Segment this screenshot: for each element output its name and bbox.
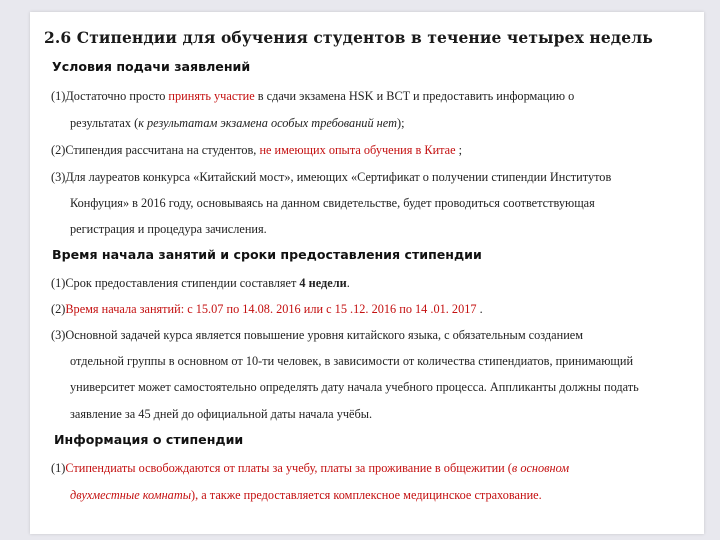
highlight-text: Стипендиаты освобождаются от платы за учебу, платы за проживание в общежитии ( [65, 461, 512, 475]
list-item [51, 276, 350, 290]
slide-page [30, 12, 704, 534]
item-text: Стипендия рассчитана на студентов, [65, 143, 260, 157]
section-heading-schedule: Время начала занятий и сроки предоставления стипендии [52, 247, 482, 262]
list-item [51, 328, 583, 342]
item-number: (2) [51, 302, 66, 316]
bold-text: 4 недели [299, 276, 347, 290]
item-text: результатах ( [70, 116, 139, 130]
item-number: (1) [51, 276, 66, 290]
highlight-text: ), а также предоставляется комплексное медицинское страхование. [191, 488, 542, 502]
italic-text: к результатам экзамена особых требований нет [138, 116, 397, 130]
section-heading-conditions: Условия подачи заявлений [52, 59, 251, 74]
item-number: (2) [51, 143, 66, 157]
list-item-continuation: заявление за 45 дней до официальной даты начала учёбы. [70, 407, 373, 421]
highlight-text: принять участие [168, 89, 255, 103]
list-item-continuation [70, 488, 542, 502]
list-item [51, 170, 611, 184]
item-text: Достаточно просто [65, 89, 169, 103]
page-title: 2.6 Стипендии для обучения студентов в течение четырех недель [44, 28, 653, 47]
list-item [51, 461, 569, 475]
list-item-continuation: регистрация и процедура зачисления. [70, 222, 267, 236]
list-item [51, 143, 462, 157]
list-item-continuation: отдельной группы в основном от 10-ти человек, в зависимости от количества стипендиатов, принимающий [70, 354, 634, 368]
item-text: Для лауреатов конкурса «Китайский мост», имеющих «Сертификат о получении стипендии Институтов [65, 170, 612, 184]
item-text: в сдачи экзамена HSK и BCT и предоставить информацию о [254, 89, 575, 103]
highlight-italic-text: двухместные комнаты [70, 488, 192, 502]
item-text: Срок предоставления стипендии составляет [65, 276, 300, 290]
item-number: (1) [51, 461, 66, 475]
item-text: ); [396, 116, 405, 130]
highlight-text: не имеющих опыта обучения в Китае [259, 143, 456, 157]
section-heading-info: Информация о стипендии [54, 432, 244, 447]
highlight-text: Время начала занятий: с 15.07 по 14.08. 2016 или с 15 .12. 2016 по 14 .01. 2017 [65, 302, 477, 316]
item-text: . [476, 302, 483, 316]
list-item-continuation: Конфуция» в 2016 году, основываясь на данном свидетельстве, будет проводиться соответствующая [70, 196, 595, 210]
list-item [51, 89, 574, 103]
item-number: (3) [51, 328, 66, 342]
item-text: ; [455, 143, 463, 157]
list-item-continuation: университет может самостоятельно определять дату начала учебного процесса. Аппликанты должны подать [70, 380, 639, 394]
item-text: . [346, 276, 350, 290]
item-text: Основной задачей курса является повышение уровня китайского языка, с обязательным созданием [65, 328, 584, 342]
item-number: (3) [51, 170, 66, 184]
highlight-italic-text: в основном [511, 461, 570, 475]
list-item-continuation [70, 116, 404, 130]
item-number: (1) [51, 89, 66, 103]
list-item [51, 302, 483, 316]
